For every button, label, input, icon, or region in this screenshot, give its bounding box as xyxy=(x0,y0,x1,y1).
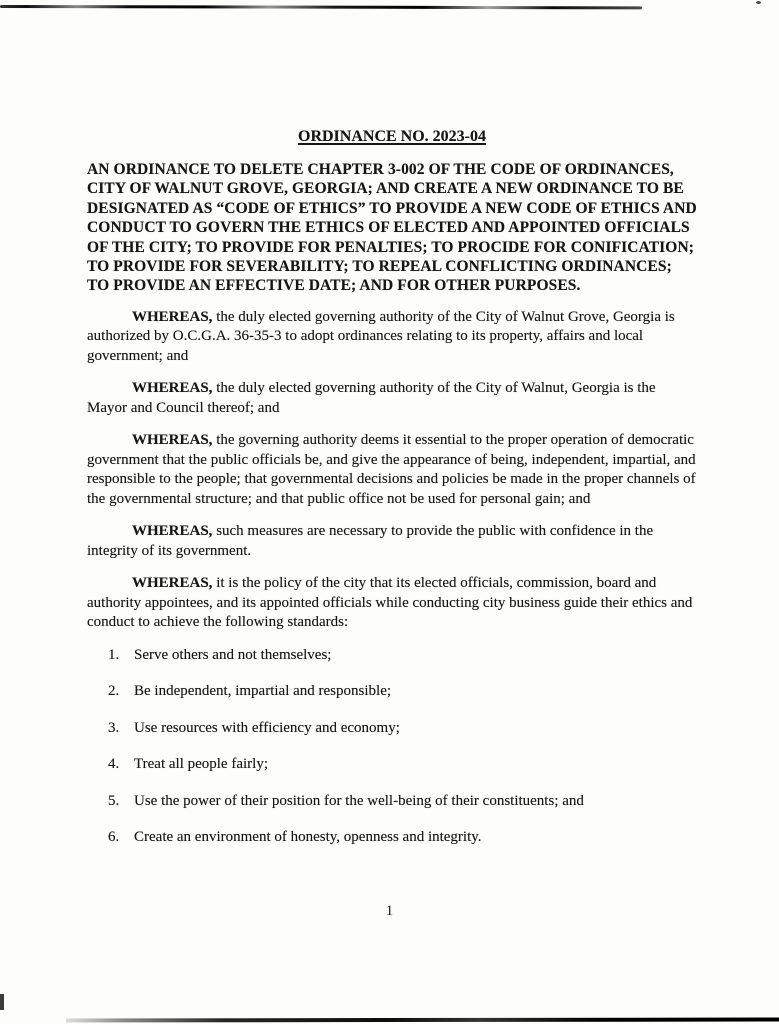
whereas-paragraph-3 xyxy=(87,431,697,509)
whereas-text-4: such measures are necessary to provide the public with confidence in the integrity of its government. xyxy=(87,523,654,559)
list-item-number-3: 3. xyxy=(108,719,120,736)
standards-list-item-3 xyxy=(108,719,697,739)
list-item-text-5: Use the power of their position for the well-being of their constituents; and xyxy=(134,792,584,809)
list-item-number-5: 5. xyxy=(108,792,120,809)
list-item-text-2: Be independent, impartial and responsible; xyxy=(134,683,392,700)
whereas-text-5: it is the policy of the city that its elected officials, commission, board and authority appointees, and its appointed officials while conducting city business guide their ethics and conduct to achieve the following standards: xyxy=(87,575,693,631)
scan-artifact-bottom-line xyxy=(66,1017,779,1021)
ordinance-title-text: ORDINANCE NO. 2023-04 xyxy=(298,128,486,145)
standards-list-item-2 xyxy=(108,682,697,702)
list-item-number-6: 6. xyxy=(108,829,120,846)
whereas-lead-1: WHEREAS, xyxy=(132,308,213,325)
whereas-lead-3: WHEREAS, xyxy=(132,432,213,449)
whereas-text-3: the governing authority deems it essential to the proper operation of democratic government that the public officials be, and give the appearance of being, independent, impartial, and responsible to the people; that governmental decisions and policies be made in the proper channels of the governmental structure; and that public office not be used for personal gain; and xyxy=(87,432,696,507)
whereas-text-2: the duly elected governing authority of the City of Walnut, Georgia is the Mayor and Council thereof; and xyxy=(87,380,656,416)
whereas-paragraph-4 xyxy=(87,522,697,561)
ordinance-title xyxy=(87,127,697,146)
list-item-number-2: 2. xyxy=(108,683,120,700)
standards-list-item-6 xyxy=(108,828,697,848)
list-item-number-1: 1. xyxy=(108,646,120,663)
list-item-text-3: Use resources with efficiency and economy; xyxy=(134,719,400,736)
standards-list-item-5 xyxy=(108,792,697,812)
standards-list-item-4 xyxy=(108,755,697,775)
whereas-paragraph-1 xyxy=(87,308,697,367)
ordinance-heading: AN ORDINANCE TO DELETE CHAPTER 3-002 OF THE CODE OF ORDINANCES, CITY OF WALNUT GROVE, GEORGIA; AND CREATE A NEW ORDINANCE TO BE DESIGNATED AS “CODE OF ETHICS” TO PROVIDE A NEW CODE OF ETHICS AND CONDUCT TO GOVERN THE ETHICS OF ELECTED AND APPOINTED OFFICIALS OF THE CITY; TO PROVIDE FOR PENALTIES; TO PROCIDE FOR CONIFICATION; TO PROVIDE FOR SEVERABILITY; TO REPEAL CONFLICTING ORDINANCES; TO PROVIDE AN EFFECTIVE DATE; AND FOR OTHER PURPOSES. xyxy=(87,161,697,295)
document-content xyxy=(87,127,697,865)
list-item-text-4: Treat all people fairly; xyxy=(134,756,268,773)
whereas-lead-4: WHEREAS, xyxy=(132,523,213,540)
whereas-paragraph-5 xyxy=(87,574,697,633)
scan-artifact-top-line xyxy=(0,5,642,9)
whereas-text-1: the duly elected governing authority of the City of Walnut Grove, Georgia is authorized by O.C.G.A. 36-35-3 to adopt ordinances relating to its property, affairs and local government; and xyxy=(87,308,675,364)
page-number: 1 xyxy=(385,903,394,919)
list-item-text-6: Create an environment of honesty, openness and integrity. xyxy=(134,829,482,846)
standards-list-item-1 xyxy=(108,646,697,666)
scan-artifact-dot xyxy=(756,1,761,4)
whereas-lead-5: WHEREAS, xyxy=(132,575,213,592)
scan-artifact-edge-mark xyxy=(0,994,4,1010)
list-item-number-4: 4. xyxy=(108,756,120,773)
whereas-lead-2: WHEREAS, xyxy=(132,380,213,397)
standards-list xyxy=(87,646,697,848)
list-item-text-1: Serve others and not themselves; xyxy=(134,646,332,663)
whereas-paragraph-2 xyxy=(87,379,697,418)
